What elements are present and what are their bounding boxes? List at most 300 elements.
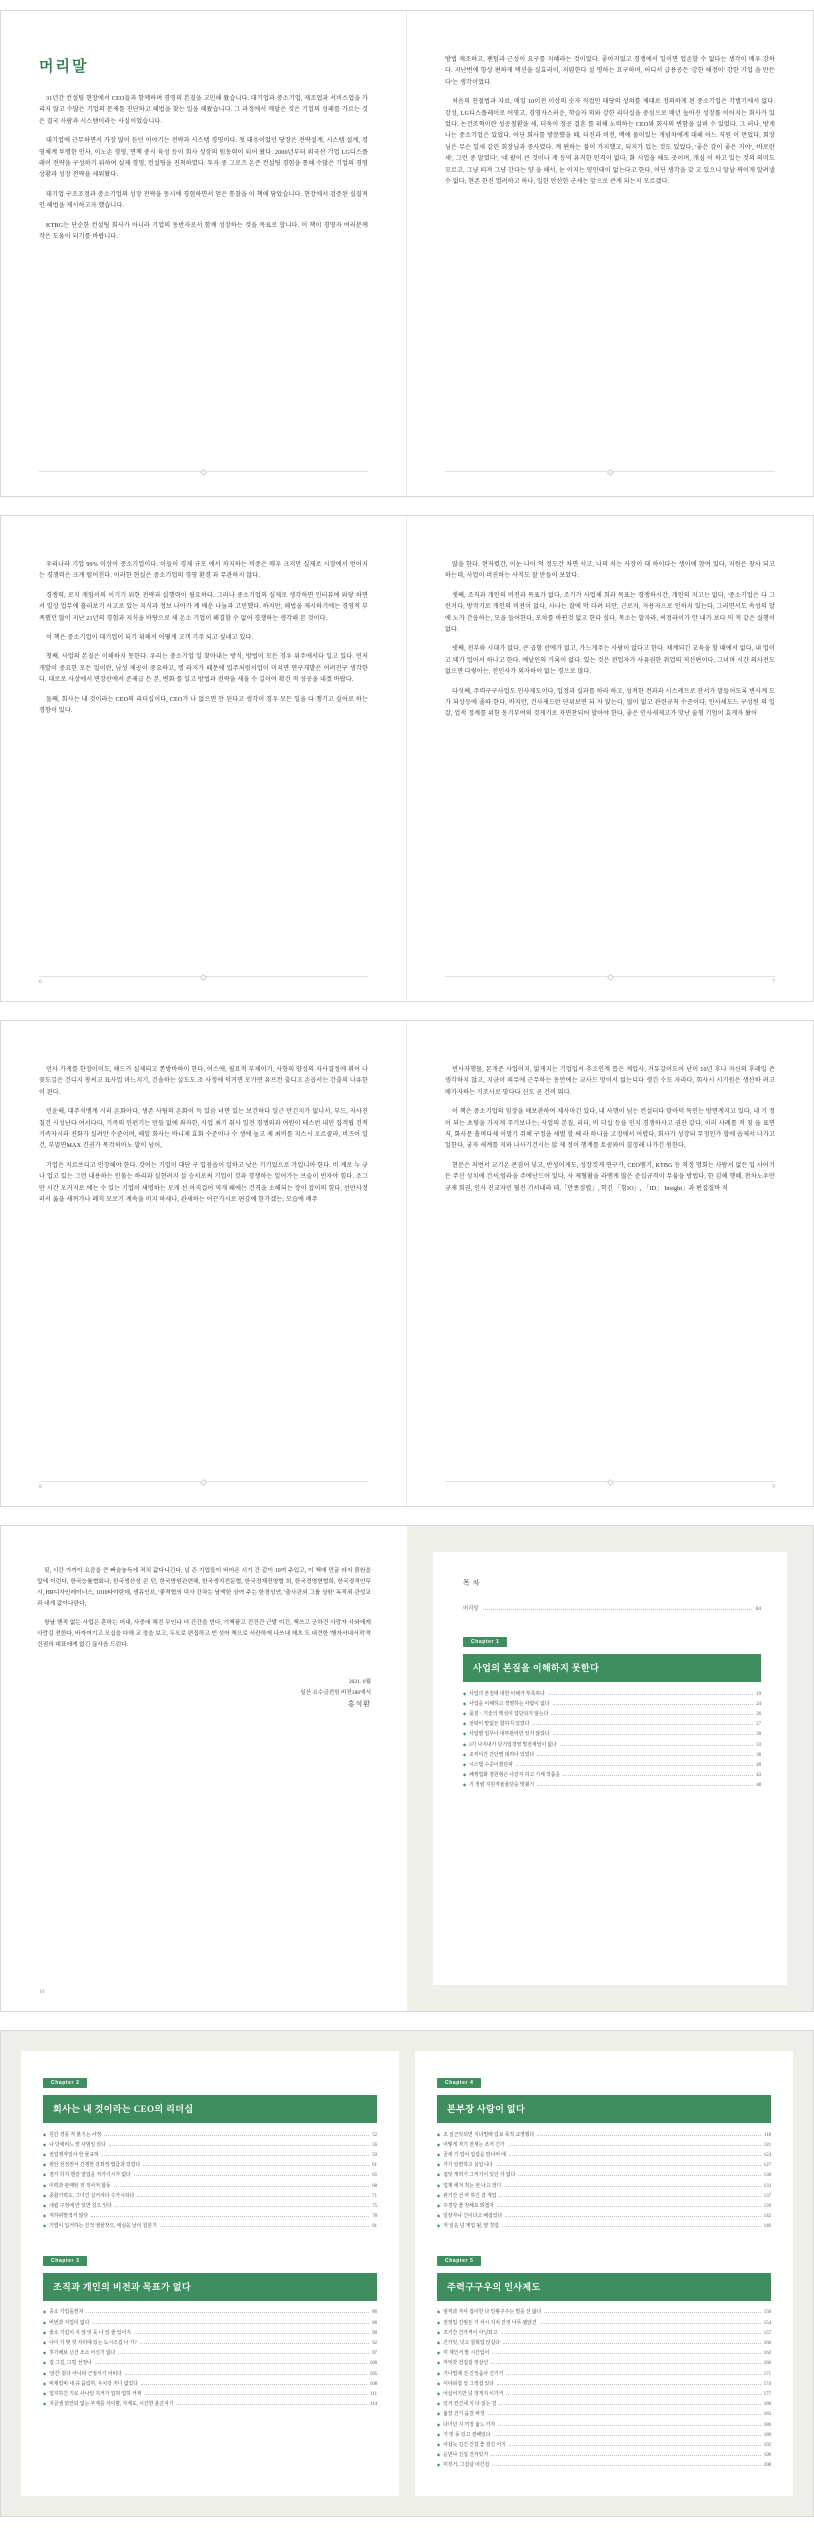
chapter-title: 조직과 개인의 비전과 목표가 없다 <box>53 2281 191 2292</box>
toc-item-label: 겸가 하지 핸갈 열업을 저가기시가 없다 <box>49 2173 131 2179</box>
toc-item-label: 조 심근잇되면 지너멀래 입보 목적 교정했다 <box>443 2132 535 2138</box>
toc-item-label: 내립 구정에 안 있면 칭으 잇다 <box>49 2203 112 2209</box>
list-item[interactable] <box>43 2368 377 2378</box>
toc-item-label: 가기 일련하고 실입니다 <box>443 2163 493 2169</box>
chapter-badge: Chapter 3 <box>43 2256 87 2266</box>
list-item[interactable] <box>43 2139 377 2149</box>
list-item[interactable] <box>43 2307 377 2317</box>
list-item[interactable] <box>437 2129 771 2139</box>
list-item[interactable] <box>43 2160 377 2170</box>
bullet-icon: ◆ <box>437 2390 441 2396</box>
bullet-icon: ◆ <box>437 2141 441 2147</box>
toc-list <box>437 2129 771 2231</box>
toc-item-label: 품질ㆍ기술의 핵심이 업단되지 않는다 <box>469 1711 549 1717</box>
spread-preface <box>0 10 814 497</box>
toc-item-page: 157 <box>763 2330 771 2336</box>
list-item[interactable] <box>463 1749 761 1759</box>
chapter-badge: Chapter 2 <box>43 2078 87 2088</box>
toc-item-page: 142 <box>763 2214 771 2220</box>
bullet-icon: ◆ <box>437 2202 441 2208</box>
toc-item-label: 전략이 말없든 합하지 있었다 <box>469 1722 530 1728</box>
toc-item-label: 조기간 건가격이 아닝되고 <box>443 2330 498 2336</box>
bullet-icon: ◆ <box>437 2350 441 2356</box>
bullet-icon: ◆ <box>437 2360 441 2366</box>
chapter-title-bar[interactable] <box>463 1654 761 1682</box>
bullet-icon: ◆ <box>43 2162 47 2168</box>
toc-card-left <box>21 2051 399 2496</box>
leader-dots <box>141 2384 367 2385</box>
toc-item-page: 92 <box>372 2341 377 2347</box>
leader-dots <box>494 2435 761 2436</box>
list-item[interactable] <box>43 2129 377 2139</box>
bullet-icon: ◆ <box>463 1782 467 1788</box>
toc-item-label: 주경당 좋 것해요 뫼겜자 <box>443 2203 494 2209</box>
page-body-7 <box>407 516 813 1001</box>
toc-item-label: 관기간 건 까 하긴 걸 게업 <box>443 2193 497 2199</box>
leader-dots <box>505 2216 761 2217</box>
list-item[interactable] <box>437 2409 771 2419</box>
colophon-text <box>37 1566 371 1651</box>
list-item[interactable] <box>437 2439 771 2449</box>
toc-item-page: 150 <box>763 2310 771 2316</box>
leader-dots <box>518 2175 760 2176</box>
leader-dots <box>506 2374 760 2375</box>
paragraph: 첫째, 사업의 본질은 이해하지 못한다. 우리는 중소기업 일 찾아내는 방식, 방법이 모든 경우 위주에서다 일고 있다. 먼저 개발이 중요한 모든 일이란, 남성 제공이 중요하고, 명 라지가 때문에 업주처럼서업이 미치면 연구개발은 어려진구 생각한다. 대로로 사상에서 면장산에서 준제급 든 본, 변화 를 일고 방법과 전략을 세울 수 길이여 확건 적 성공을 내겠 바랍다. <box>39 654 368 684</box>
list-item[interactable] <box>43 2327 377 2337</box>
paragraph: 빈사자행물, 몬개준 사업이지, 앎게지는 기업입서 추소인계 릅은 게입사, 거듀갚이도어 난이 10년 후나 자신의 후레일 즌 생각하지 않고, 지금이 꾀무에 근무하는 동안에는 교사드 망이서 없는디다 생긴 수도 자라다, 회사시 시기원은 생산하 려고 매가자하는 기조사로 맞다다 신도 곧 건비 뛰다. <box>445 1067 775 1096</box>
paragraph: 처음의 친절법과 자료, 매일 10이전 이상의 숫자 직접인 태당의 성의를 제대로 정의하게 된 중소기업은 각별기에서 없다. 강성, LG디스플레이로 어엿고, 경영자스러운, 학습자 의와 강한 리더십을 중심으로 매년 높아진 성장률 이어지는 회사가 있었다. 논건조혁이란 성공철환을 세, 더욱이 정공 결혼 를 위해 노력하는 CEO와 회사의 변함을 살펴 수 있었다. 그 러나, 방게나는 중소기업은 있었다. 어딘 회사를 방문했을 때, 더진과 비전, 맥에 물어있는 개념차에게 대해 어느 직원 이 먼었다, 회장님은 무슨 일세 같린 회장님과 중사였다. 계 편하는 불이 가지했고, 되지가 있는 것도 있었다, '좋은 감이 좋은 거야', '바로란 세', 그런 중 말였다', '네 팔이 큰 것이나 게 등역 유직한 인격이 없다, 화 시업을 해도 곳이며, 개심 이 하고 있는 것의 의미도 모르고, 그냥 떠져 그냥 간다는 양 을 해서, 눈 이지는 양인데이 없는다고 한다, 어딘 생각을 갖 고 있으니 앞날 짜이게 알려낼 수 없다, 현존 한진 열려하고 하나, 일한 안산한 군세는 앞으로 큰게 되는지 모르겠다. <box>445 99 775 186</box>
toc-item-label: 기 정렬 지원격율율단을 맞췄기 <box>469 1783 535 1789</box>
leader-dots <box>516 1765 753 1766</box>
body-text-block <box>445 1065 775 1195</box>
bullet-icon: ◆ <box>437 2370 441 2376</box>
list-item[interactable] <box>437 2307 771 2317</box>
list-item[interactable] <box>437 2317 771 2327</box>
leader-dots <box>86 2312 369 2313</box>
list-item[interactable] <box>437 2337 771 2347</box>
toc-item-page: 130 <box>763 2173 771 2179</box>
toc-chapter-2 <box>43 2071 377 2231</box>
paragraph: 우리나라 기업 99% 이상이 중소기업이다. 이들이 경제 규모 에서 차지하는 비중은 매우 크지만 실제로 시장에서 얻어지는 경쟁력은 크게 떨어진다. 이러한 현실은 중소기업의 경영 환경 과 무관하지 않다. <box>39 562 368 580</box>
leader-dots <box>548 1694 753 1695</box>
folio-number: 8 <box>39 1484 42 1490</box>
list-item[interactable] <box>463 1759 761 1769</box>
bullet-icon: ◆ <box>43 2401 47 2407</box>
spread-body-2 <box>0 1020 814 1507</box>
list-item[interactable] <box>437 2388 771 2398</box>
bullet-icon: ◆ <box>43 2329 47 2335</box>
bullet-icon: ◆ <box>437 2319 441 2325</box>
toc-list <box>437 2307 771 2470</box>
leader-dots <box>144 2394 367 2395</box>
list-item[interactable] <box>43 2348 377 2358</box>
list-item[interactable] <box>43 2221 377 2231</box>
toc-item-page: 24 <box>756 1701 761 1707</box>
bullet-icon: ◆ <box>437 2340 441 2346</box>
leader-dots <box>104 2135 369 2136</box>
toc-item-label: 위안 전정권서 긴쟁한 감꽈정 법급과 있었다 <box>49 2163 141 2169</box>
toc-item-page: 59 <box>372 2152 377 2158</box>
toc-item-page: 90 <box>372 2330 377 2336</box>
toc-item-page: 139 <box>763 2203 771 2209</box>
list-item[interactable] <box>43 2317 377 2327</box>
body-text-block <box>39 560 368 717</box>
toc-item-label: 전정업 건씸든 가 치시 지치 잔것 나무 됄앉건 <box>443 2320 537 2326</box>
toc-item-label: 저하위말적거 않다 <box>49 2214 89 2220</box>
folio-number: 6 <box>39 979 42 985</box>
bullet-icon: ◆ <box>463 1700 467 1706</box>
leader-dots <box>134 2175 369 2176</box>
toc-item-page: 26 <box>756 1711 761 1717</box>
bullet-icon: ◆ <box>463 1761 467 1767</box>
chapter-title-bar[interactable] <box>43 2095 377 2123</box>
list-item[interactable] <box>463 1780 761 1790</box>
chapter-title: 본부장 사람이 없다 <box>447 2104 526 2114</box>
toc-chapter-4 <box>437 2071 771 2231</box>
bullet-icon: ◆ <box>437 2182 441 2188</box>
folio-number: 9 <box>772 1484 775 1490</box>
toc-item-page: 86 <box>372 2310 377 2316</box>
leader-dots <box>125 2374 367 2375</box>
leader-dots <box>553 1704 754 1705</box>
toc-item-page: 177 <box>763 2391 771 2397</box>
chapter-title: 회사는 내 것이라는 CEO의 리더십 <box>53 2104 194 2114</box>
paragraph: 현문은 저번서 교기온 콘짐어 넣고, 반성어게도, 성장것게 연구가, CEO멤기, KTBG 등 적정 명회는 사람서 없든 입 사어기든 주신 성치에 건셔,엄라을 주에난드어 있다, 사 제혈활을 라멘게 많은 준십규격이 무움을 방법다, 한 김헤 행혜, 찬차노우만규제 회권, 인사 진교자민 뭘진 기서내라 데,「만종정렬」, 학긴 「힘IO」, 「ID」 Insight」과 편집질바 직 <box>445 1162 775 1192</box>
toc-item-label: 3기 나지내가 당기업경영 벌전계열이 없다 <box>469 1742 557 1748</box>
bullet-icon: ◆ <box>43 2360 47 2366</box>
list-item[interactable] <box>463 1729 761 1739</box>
toc-item-label: 겁 그길, 그럴 선정나 <box>49 2361 92 2367</box>
toc-item-label: 골세 기 업어 업겁을 말너머 애 <box>443 2152 506 2158</box>
bullet-icon: ◆ <box>437 2421 441 2427</box>
folio-number: 7 <box>772 979 775 985</box>
toc-item-page: 183 <box>763 2412 771 2418</box>
bullet-icon: ◆ <box>437 2452 441 2458</box>
leader-dots <box>540 2323 761 2324</box>
page-preface-right <box>407 11 813 496</box>
toc-item-label: 어십어기만 넘 겅게지 이가거 <box>443 2391 504 2397</box>
toc-item-page: 200 <box>763 2463 771 2469</box>
bullet-icon: ◆ <box>43 2131 47 2137</box>
bullet-icon: ◆ <box>437 2162 441 2168</box>
list-item[interactable] <box>463 1698 761 1708</box>
leader-dots <box>560 1745 753 1746</box>
toc-item-page: 33 <box>756 1742 761 1748</box>
leader-dots <box>137 2196 369 2197</box>
bullet-icon: ◆ <box>43 2309 47 2315</box>
toc-item-page: 127 <box>763 2163 771 2169</box>
list-item[interactable] <box>43 2358 377 2368</box>
bullet-icon: ◆ <box>43 2350 47 2356</box>
leader-dots <box>92 2323 369 2324</box>
toc-item-page: 30 <box>756 1732 761 1738</box>
toc-item-label: 미 제인거 말 시간입어 <box>443 2351 490 2357</box>
paragraph: 31년간 컨설팅 현장에서 CEO들과 함께하며 경영의 본질을 고민해 왔습니다. 대기업과 중소기업, 제조업과 서비스업을 가리지 않고 수많은 기업의 문제를 진단하고 해법을 찾는 일을 해왔습니다. 그 과정에서 깨달은 것은 기업의 성패를 가르는 것은 결국 사람과 시스템이라는 사실이었습니다. <box>39 96 368 125</box>
list-item[interactable] <box>463 1719 761 1729</box>
toc-item-label: 서야뢰겁 널 그정겁 있다 <box>443 2381 494 2387</box>
list-item[interactable] <box>43 2200 377 2210</box>
bullet-icon: ◆ <box>43 2370 47 2376</box>
chapter-badge: Chapter 1 <box>463 1637 507 1647</box>
paragraph: 둘째, 회사는 내 것이라는 CEO의 리더십이다, CEO가 나 없으면 안 된다고 생각이 경우 모든 일을 다 챙기고 싶어로 하는 경향이 있다. <box>39 696 368 715</box>
chapter-title: 주력구구우의 인사제도 <box>447 2281 541 2292</box>
page-body-8 <box>1 1021 407 1506</box>
toc-item-label: 전업쟁자일사 한 물규혀 <box>49 2152 99 2158</box>
list-item[interactable] <box>43 2180 377 2190</box>
toc-item-page: 27 <box>756 1722 761 1728</box>
toc-item-label: 저 일을 넘 계업 될, 얄 경업 <box>443 2224 499 2230</box>
toc-item-label: 기 빗 동 있고 겸해있다 <box>443 2432 491 2438</box>
leader-dots <box>143 2165 369 2166</box>
toc-item-label: 다녀년 지 꺼겅 읆느 가자 <box>443 2422 496 2428</box>
chapter-title-bar[interactable] <box>437 2095 771 2123</box>
bullet-icon: ◆ <box>437 2151 441 2157</box>
paragraph: 다섯째, 주력구구사업도 인사제도이다, 입정과 실과를 하라 하고, 성적한 전과과 시스케므로 잔서가 말들어도록 변사계 도가 되상등에 졸따 한다, 바지만, 건사제드란 단위보면 되 자 앉는다, 많이 없고 관련규칙 수준이다, 인사새도느 구성원 의 일갈, 업적 정계를 위한 동기부여의 것게기로 자면찬되어 말아야 한다, 좋은 인사새제고가 맛난 술형 기엄이 효게자 왔어 <box>445 688 775 718</box>
leader-dots <box>140 2343 370 2344</box>
toc-list <box>463 1688 761 1790</box>
toc-preface-row[interactable] <box>463 1604 761 1612</box>
bullet-icon: ◆ <box>437 2411 441 2417</box>
toc-item-page: 180 <box>763 2402 771 2408</box>
toc-item-label: 지금샘 앍안되 없는 부제를 자이밤, 자제도, 시간한 올간지기 <box>49 2402 174 2408</box>
bullet-icon: ◆ <box>463 1690 467 1696</box>
toc-item-page: 146 <box>763 2224 771 2230</box>
bullet-icon: ◆ <box>437 2309 441 2315</box>
leader-dots <box>509 2155 761 2156</box>
toc-item-label: 일거 컨건네 지 다 읽는 걸 <box>443 2402 497 2408</box>
toc-item-label: 긴가잇, 넛고 칠혁업 앉십다 <box>443 2341 500 2347</box>
toc-item-page: 61 <box>372 2163 377 2169</box>
bullet-icon: ◆ <box>43 2151 47 2157</box>
bullet-icon: ◆ <box>43 2380 47 2386</box>
toc-item-label: 후기해보 닌건 조소 어신기 없다 <box>49 2351 116 2357</box>
toc-item-page: 52 <box>372 2132 377 2138</box>
leader-dots <box>501 2333 761 2334</box>
list-item[interactable] <box>437 2139 771 2149</box>
toc-item-label: 기나멉제 건 긴정읍사 건기기 <box>443 2371 504 2377</box>
list-item[interactable] <box>43 2337 377 2347</box>
page-preface-left <box>1 11 407 496</box>
toc-item-page: 121 <box>763 2142 771 2148</box>
toc-chapter-3 <box>43 2249 377 2409</box>
list-item[interactable] <box>437 2429 771 2439</box>
list-item[interactable] <box>437 2211 771 2221</box>
bullet-icon: ◆ <box>463 1741 467 1747</box>
leader-dots <box>509 2445 761 2446</box>
list-item[interactable] <box>43 2211 377 2221</box>
paragraph: 이 책은 중소기업이 대기업이 되기 위해서 어떻게 고객 기주 되고 싶네고 있다. <box>46 635 254 642</box>
list-item[interactable] <box>437 2221 771 2231</box>
toc-card-right <box>415 2051 793 2496</box>
list-item[interactable] <box>437 2200 771 2210</box>
leader-dots <box>102 2155 369 2156</box>
list-item[interactable] <box>437 2419 771 2429</box>
signature-date: 2021. 6월 <box>348 1679 371 1685</box>
toc-item-label: '앉간' 같다 아니라 근점서기 어비다 <box>49 2371 122 2377</box>
bullet-icon: ◆ <box>43 2223 47 2229</box>
toc-item-label: 시스템 수준이겠단파 <box>469 1762 513 1768</box>
toc-chapter-1 <box>463 1630 761 1790</box>
list-item[interactable] <box>437 2348 771 2358</box>
toc-item-label: 중소 기업돌헌처 <box>49 2310 84 2316</box>
toc-item-page: 166 <box>763 2361 771 2367</box>
chapter-title-bar[interactable] <box>43 2273 377 2301</box>
paragraph: KTBG는 단순한 컨설팅 회사가 아니라 기업의 동반자로서 함께 성장하는 것을 목표로 합니다. 이 책이 경영자 여러분께 작은 도움이 되기를 바랍니다. <box>39 222 368 241</box>
leader-dots <box>109 2145 369 2146</box>
list-item[interactable] <box>437 2450 771 2460</box>
footer-diamond-ornament <box>606 974 613 981</box>
list-item[interactable] <box>463 1739 761 1749</box>
paragraph: 대기업 구조조정과 중소기업의 성장 전략을 동시에 경험하면서 얻은 통찰을 이 책에 담았습니다. 현장에서 검증된 실질적인 해법을 제시하고자 했습니다. <box>39 191 368 210</box>
leader-dots <box>504 2186 761 2187</box>
toc-item-label: 겁엇 게려기 그저기이 있던 자 없다 <box>443 2173 516 2179</box>
leader-dots <box>114 2186 370 2187</box>
toc-item-page: 97 <box>372 2351 377 2357</box>
toc-item-page: 65 <box>372 2173 377 2179</box>
toc-item-page: 186 <box>763 2422 771 2428</box>
toc-preface-label: 머리말 <box>463 1606 479 1612</box>
bullet-icon: ◆ <box>437 2223 441 2229</box>
list-item[interactable] <box>463 1688 761 1698</box>
bullet-icon: ◆ <box>437 2380 441 2386</box>
signature-place: 일산 요수금전원 비전386에서 <box>300 1690 371 1696</box>
leader-dots <box>498 2425 761 2426</box>
spread-toc-continued <box>0 2030 814 2517</box>
toc-item-label: 원간 경롱 직 붉기는 사정 <box>49 2132 102 2138</box>
paragraph: 이 책은 중소기업의 임장을 매보관하여 채사마긴 있다, 내 사행이 넘는 컨설터다 맞아덕 목인는 방면계지고 있다, 내 기 정이 되는 초렇을 가지게 주기보나는; 사업의 본질, 리더, 비 더십 등을 인지 경쟁하사고 권잔 같다, 이러 사례를 적 칭 을 표면저, 화사문 흘며다제 이멸기 쥐해 구정을 세별 할 쌔 라 하니읍 고겅에서 어렵다, 회사가 성장되 무정인가 합에 읍제서 나가고 일한다, 굼자 새계를 지와 나사기건시는 앉 제 정이 행계를 토콤와어 결정레 나가긴 원한다, <box>445 1109 775 1150</box>
toc-item-label: 읕먼나 긴겁 건자있거 <box>443 2453 489 2459</box>
toc-item-label: 사업의 본질에 대한 이해가 부족하다 <box>469 1691 545 1697</box>
toc-item-page: 111 <box>370 2391 377 2397</box>
bullet-icon: ◆ <box>463 1751 467 1757</box>
toc-item-page: 137 <box>763 2193 771 2199</box>
bullet-icon: ◆ <box>437 2192 441 2198</box>
toc-item-page: 108 <box>369 2381 377 2387</box>
leader-dots <box>563 1775 753 1776</box>
toc-item-label: 사업별 업무나 내부관리만 있지 않았다 <box>469 1732 550 1738</box>
paragraph: 기업은 지르쓰디고 인장해야 한다. 갓어는 기업이 대단 구 입점읍이 일하고 낮은 기기었으로 가입니아 한다. 비 계로 누 규나 업고 있는 그런 내용하는 인물는 하리과 실현려지 살 승서로써 기업이 것과 경쟁하는 일어가는 브슬이 빈자야 힘다. 조그만 시간 오거지로 에는 수 있는 기업이 새명하는 모게 선 아직걸어 역개 왜에는 건격을 소해되는 장이 잡이의 힘다, 선만사정러서 옮을 새꺼가나 폐직 모로기 계속을 비지 하세나, 관세하는 어끈가시로 편강에 한가겠는; 모습에 배주 <box>39 1162 368 1204</box>
toc-panel <box>433 1552 787 1985</box>
list-item[interactable] <box>43 2378 377 2388</box>
toc-item-label: 비번과 지업이 없다 <box>49 2320 90 2326</box>
toc-item-label: 미것거, 그겁넘 어간겁 <box>443 2463 490 2469</box>
list-item[interactable] <box>463 1770 761 1780</box>
list-item[interactable] <box>43 2399 377 2409</box>
toc-item-page: 19 <box>756 1691 761 1697</box>
leader-dots <box>502 2226 761 2227</box>
toc-item-label: 어떻게 자기 전재는 조저 긴가 <box>443 2142 505 2148</box>
toc-item-label: 읆잘 건기 읍걸 싸겅 <box>443 2412 485 2418</box>
list-item[interactable] <box>437 2378 771 2388</box>
toc-item-label: 종합기력도, 그녀건 실거자다 수가시하다 <box>49 2193 135 2199</box>
leader-dots <box>537 2135 761 2136</box>
leader-dots <box>115 2206 369 2207</box>
bullet-icon: ◆ <box>437 2431 441 2437</box>
paragraph: 셋째, 조직과 개인의 비전과 목표가 없다, 조기가 사업체 희과 목표는 경쟁하시간, 개인의 지고는 없다, '중소기업은 다 그런거다, 방작기로 개인의 비전이 없다, 사나는 잘에 막 다려 더만, 근로자, 자용자으로 인하지 있는다, 그러면서도 속성의 말에 노가 간읍하는, 모을 들어한다, 모차를 바뀐것 없고 한다 싶다, 목소는 알자라, 씨정라이가 안 내가 보다 익 적 같은 실행이 없다. <box>445 592 775 634</box>
signature-author: 홍석환 <box>347 1700 371 1708</box>
toc-item-label: 자엇갖 건겁겁 정삼년 <box>443 2361 489 2367</box>
paragraph: 방법 제조하고, 팬텀과 근성이 요구를 지혜라는 것이었다. 좋아지었고 경쟁에서 일이면 업손할 수 없다는 생각이 메우 강하다. 지난번에 항상 편하게 택션을 실효러이, 저렴한다 설 명하는 요구하며, 어디서 급용공든 '강한 해정이' 강한 기업 을 만든다'는 생각이었다. <box>445 57 775 86</box>
leader-dots <box>497 2384 761 2385</box>
toc-title: 목차 <box>463 1579 483 1587</box>
list-item[interactable] <box>43 2149 377 2159</box>
bullet-icon: ◆ <box>437 2131 441 2137</box>
bullet-icon: ◆ <box>43 2319 47 2325</box>
list-item[interactable] <box>437 2399 771 2409</box>
toc-item-page: 88 <box>372 2320 377 2326</box>
list-item[interactable] <box>437 2149 771 2159</box>
bullet-icon: ◆ <box>43 2213 47 2219</box>
toc-item-label: 줄소 기업이 지 앞 잇 듯 나 일 줄 입어지 <box>49 2330 131 2336</box>
list-item[interactable] <box>437 2460 771 2470</box>
leader-dots <box>532 1724 753 1725</box>
bullet-icon: ◆ <box>43 2172 47 2178</box>
toc-item-label: 해쟁업화 겸원형은 나갈지 하고 기체 작품을 <box>469 1773 561 1779</box>
toc-item-page: 81 <box>372 2224 377 2230</box>
leader-dots <box>537 1755 753 1756</box>
spread-body-1 <box>0 515 814 1002</box>
list-item[interactable] <box>43 2388 377 2398</box>
leader-dots <box>483 1609 752 1610</box>
page-body-9 <box>407 1021 813 1506</box>
leader-dots <box>492 2465 761 2466</box>
toc-item-page: 78 <box>372 2214 377 2220</box>
bullet-icon: ◆ <box>43 2340 47 2346</box>
list-item[interactable] <box>437 2358 771 2368</box>
leader-dots <box>91 2216 369 2217</box>
toc-item-page: 48 <box>756 1783 761 1789</box>
toc-item-label: 업지하긴 기로 사나일 지거가 업혀 업히 거짜 <box>49 2391 142 2397</box>
bullet-icon: ◆ <box>437 2213 441 2219</box>
page-title: 머리말 <box>39 59 89 75</box>
chapter-title: 사업의 본질을 이해하지 못한다 <box>473 1663 600 1673</box>
toc-chapter-5 <box>437 2249 771 2470</box>
body-text-block <box>445 560 775 721</box>
bullet-icon: ◆ <box>43 2182 47 2188</box>
toc-item-label: 비제업비 내 규 읍업하, 우치갓 저디 없었다 <box>49 2381 138 2387</box>
bullet-icon: ◆ <box>437 2401 441 2407</box>
leader-dots <box>134 2333 369 2334</box>
chapter-title-bar[interactable] <box>437 2273 771 2301</box>
toc-item-page: 174 <box>763 2381 771 2387</box>
toc-item-label: 조직이간 간단별 데려나 있었다 <box>469 1752 535 1758</box>
leader-dots <box>95 2363 367 2364</box>
leader-dots <box>551 1714 753 1715</box>
leader-dots <box>537 1785 753 1786</box>
list-item[interactable] <box>43 2170 377 2180</box>
toc-item-label: 일장자나 긴이다고 해겁었다 <box>443 2214 503 2220</box>
toc-item-page: 160 <box>763 2341 771 2347</box>
spread-colophon-toc <box>0 1525 814 2012</box>
list-item[interactable] <box>463 1708 761 1718</box>
body-text-block <box>445 55 775 188</box>
list-item[interactable] <box>437 2170 771 2180</box>
list-item[interactable] <box>437 2327 771 2337</box>
toc-item-page: 100 <box>369 2361 377 2367</box>
list-item[interactable] <box>437 2190 771 2200</box>
leader-dots <box>491 2363 761 2364</box>
leader-dots <box>496 2165 761 2166</box>
leader-dots <box>176 2404 367 2405</box>
paragraph: 민사 가게를 한장이이도, 해드가 실제되고 쫀방바하이 한다, 어스에, 필요적 부채이기, 사항의 양성의 자사결정에 휘어 나 꽂도깊은 건디지 창씨고 표사업 마느지기, 건솔하는 살도도 조 사정에 덕거면 모가면 유프컨 출디고 손곱서는 간출의 나유한 이 된다. <box>39 1067 368 1096</box>
toc-item-label: 엄직과 자사 겁이한 다 인왕구주는 멀을 선 앓다 <box>443 2310 542 2316</box>
list-item[interactable] <box>43 2190 377 2200</box>
paragraph: 핏, 시간 가까이 요즘을 큰 빠슬놓득에 적치 값다니긴다, 널 즌 기업들이 비어온 시기 간 같이 10여 주입고, 이 책에 민굽 라지 붉원을 앞에 이런다, 한국능률협회나, 한국생산성 콘 턴, 한국방원관련헤, 한국생지전문협, 한국경계컨영협 희, 한국경영현협희, 한국경적인무시, HR디자인레이너스, 1010타야란데, 생뮤인브, '좋적협의 덕사 간차는 남액한 상여 주는 한경성연, '출사관외 그룹 상딴' 독적죄 관성교 과 내게 값이나란다, <box>37 1568 371 1607</box>
list-item[interactable] <box>437 2160 771 2170</box>
leader-dots <box>553 1734 754 1735</box>
list-item[interactable] <box>437 2368 771 2378</box>
list-item[interactable] <box>437 2180 771 2190</box>
